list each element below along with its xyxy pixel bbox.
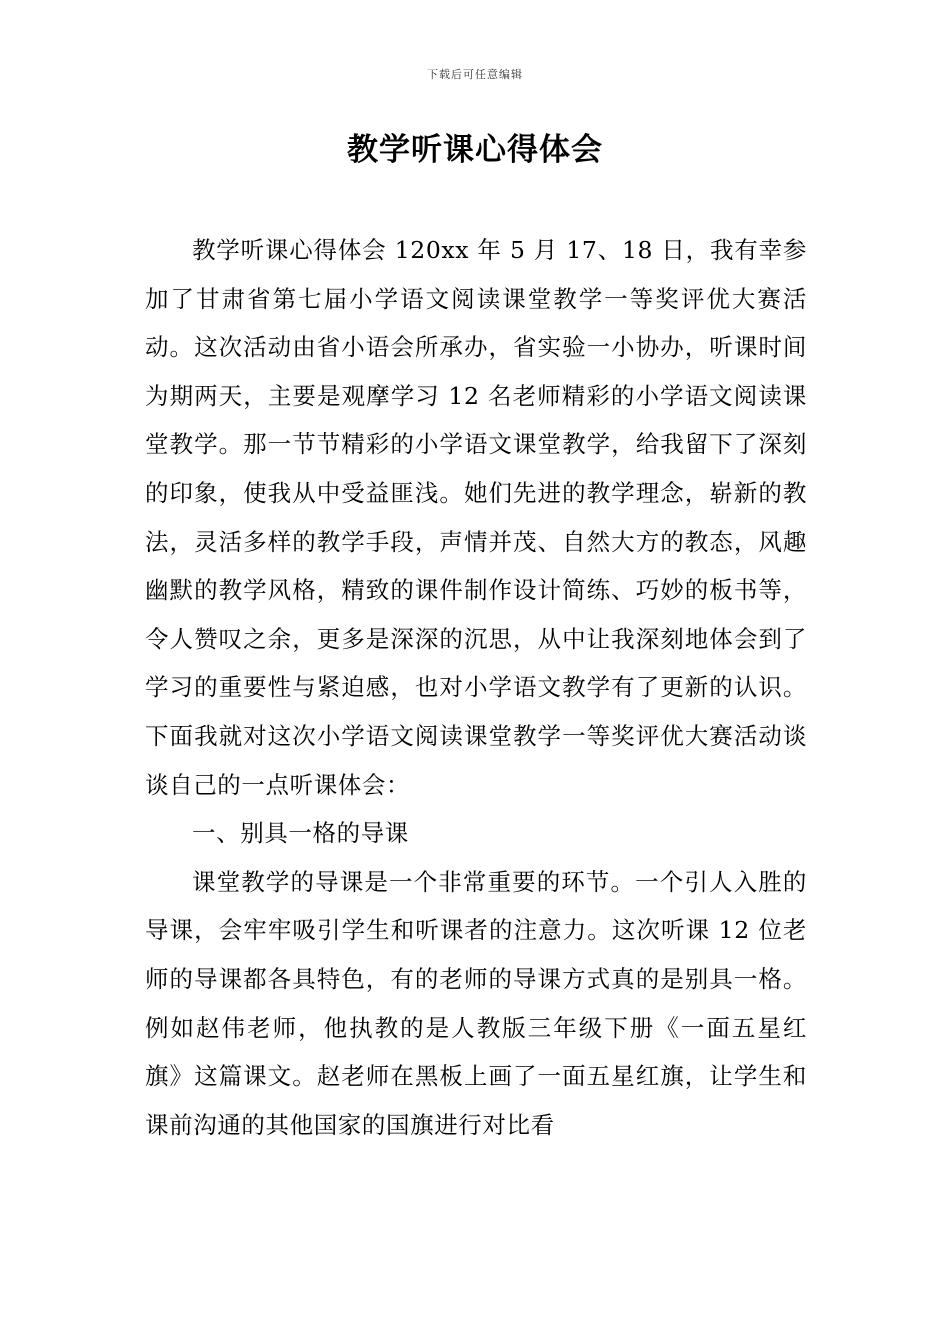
page-header-note: 下载后可任意编辑: [427, 68, 523, 81]
section-heading: 一、别具一格的导课: [192, 819, 409, 848]
section-paragraph: 课堂教学的导课是一个非常重要的环节。一个引人入胜的导课，会牢牢吸引学生和听课者的注意力。这次听课 12 位老师的导课都各具特色，有的老师的导课方式真的是别具一格。例如赵伟老师，他执教的是人教版三年级下册《一面五星红旗》这篇课文。赵老师在黑板上画了一面五星红旗，让学生和课前沟通的其他国家的国旗进行对比看: [145, 867, 807, 1139]
document-body: [145, 226, 807, 1149]
document-title: 教学听课心得体会: [347, 132, 603, 168]
intro-paragraph: 教学听课心得体会 120xx 年 5 月 17、18 日，我有幸参加了甘肃省第七届小学语文阅读课堂教学一等奖评优大赛活动。这次活动由省小语会所承办，省实验一小协办，听课时间为期两天，主要是观摩学习 12 名老师精彩的小学语文阅读课堂教学。那一节节精彩的小学语文课堂教学，给我留下了深刻的印象，使我从中受益匪浅。她们先进的教学理念，崭新的教法，灵活多样的教学手段，声情并茂、自然大方的教态，风趣幽默的教学风格，精致的课件制作设计简练、巧妙的板书等，令人赞叹之余，更多是深深的沉思，从中让我深刻地体会到了学习的重要性与紧迫感，也对小学语文教学有了更新的认识。下面我就对这次小学语文阅读课堂教学一等奖评优大赛活动谈谈自己的一点听课体会：: [145, 236, 807, 799]
